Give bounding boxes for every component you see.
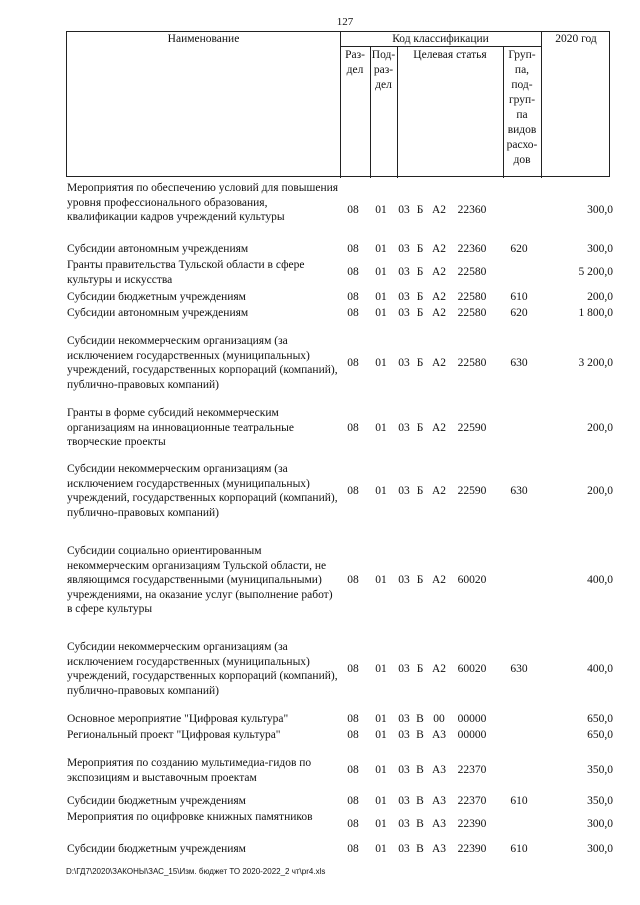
row-target-event: А3	[431, 729, 447, 741]
row-target-subprogram: Б	[416, 307, 424, 319]
row-subsection: 01	[375, 266, 387, 279]
row-target-event: А2	[431, 421, 447, 434]
row-name: Гранты в форме субсидий некоммерческим организациям на инновационные театральные творческие проекты	[67, 407, 294, 448]
row-expense-group: 630	[510, 662, 528, 675]
header-name: Наименование	[167, 33, 240, 45]
row-subsection: 01	[375, 243, 387, 255]
row-amount: 350,0	[587, 795, 613, 807]
row-target-event: А3	[431, 843, 447, 855]
row-target-program: 03	[398, 291, 410, 303]
row-target-event: А2	[431, 243, 447, 255]
row-amount: 400,0	[587, 662, 613, 675]
row-target-program: 03	[398, 662, 410, 675]
row-subsection: 01	[375, 291, 387, 303]
row-target-program: 03	[398, 484, 410, 497]
row-target-direction: 22580	[457, 266, 487, 279]
row-target-program: 03	[398, 843, 410, 855]
row-target-subprogram: В	[416, 729, 424, 741]
row-target-program: 03	[398, 203, 410, 216]
row-amount: 300,0	[587, 203, 613, 216]
row-expense-group: 630	[510, 356, 528, 369]
row-section: 08	[347, 484, 359, 497]
row-target-event: А2	[431, 266, 447, 279]
row-target-program: 03	[398, 764, 410, 777]
row-target-subprogram: В	[416, 764, 424, 777]
row-target-direction: 22370	[457, 795, 487, 807]
row-section: 08	[347, 421, 359, 434]
row-target-direction: 22390	[457, 843, 487, 855]
row-target-subprogram: Б	[416, 662, 424, 675]
row-target-event: 00	[433, 713, 445, 725]
row-target-direction: 22590	[457, 421, 487, 434]
row-amount: 200,0	[587, 291, 613, 303]
row-target-subprogram: Б	[416, 484, 424, 497]
row-subsection: 01	[375, 574, 387, 586]
row-name: Субсидии некоммерческим организациям (за исключением государственных (муниципальных) учреждений, государственных корпораций (компаний), публично-правовых компаний)	[67, 641, 338, 697]
row-target-direction: 00000	[457, 729, 487, 741]
row-amount: 5 200,0	[578, 266, 613, 279]
row-expense-group: 610	[510, 795, 528, 807]
row-expense-group: 630	[510, 484, 528, 497]
row-target-program: 03	[398, 729, 410, 741]
row-target-subprogram: Б	[416, 421, 424, 434]
row-target-event: А2	[431, 291, 447, 303]
row-subsection: 01	[375, 203, 387, 216]
row-target-subprogram: В	[416, 795, 424, 807]
row-amount: 300,0	[587, 243, 613, 255]
row-target-direction: 22580	[457, 356, 487, 369]
row-amount: 400,0	[587, 574, 613, 586]
row-amount: 300,0	[587, 818, 613, 831]
row-amount: 350,0	[587, 764, 613, 777]
header-group: Груп- па, под- груп- па видов расхо- дов	[506, 49, 538, 166]
row-subsection: 01	[375, 795, 387, 807]
row-expense-group: 620	[510, 243, 528, 255]
row-target-event: А2	[431, 574, 447, 586]
row-target-subprogram: В	[416, 713, 424, 725]
row-section: 08	[347, 356, 359, 369]
header-year: 2020 год	[555, 33, 597, 45]
header-section: Раз- дел	[345, 49, 365, 76]
row-expense-group: 610	[510, 291, 528, 303]
row-name: Мероприятия по обеспечению условий для повышения уровня профессионального образования, квалификации кадров учреждений культуры	[67, 182, 339, 223]
row-section: 08	[347, 729, 359, 741]
row-name: Субсидии автономным учреждениям	[67, 307, 249, 319]
row-target-program: 03	[398, 356, 410, 369]
row-name: Региональный проект "Цифровая культура"	[67, 729, 281, 741]
row-target-direction: 22390	[457, 818, 487, 831]
row-target-subprogram: Б	[416, 291, 424, 303]
row-target-direction: 60020	[457, 574, 487, 586]
row-target-subprogram: Б	[416, 266, 424, 279]
row-subsection: 01	[375, 764, 387, 777]
row-amount: 300,0	[587, 843, 613, 855]
row-section: 08	[347, 291, 359, 303]
row-expense-group: 620	[510, 307, 528, 319]
row-amount: 1 800,0	[578, 307, 613, 319]
header-subsection: Под- раз- дел	[371, 49, 396, 91]
row-target-event: А3	[431, 764, 447, 777]
file-path-footer: D:\ГД7\2020\ЗАКОНЫ\ЗАС_15\Изм. бюджет ТО 2020-2022_2 чт\pr4.xls	[66, 867, 326, 876]
row-target-subprogram: Б	[416, 243, 424, 255]
row-target-direction: 22370	[457, 764, 487, 777]
row-target-subprogram: В	[416, 843, 424, 855]
row-target-direction: 00000	[457, 713, 487, 725]
row-section: 08	[347, 764, 359, 777]
row-target-subprogram: В	[416, 818, 424, 831]
row-target-direction: 22360	[457, 203, 487, 216]
row-name: Субсидии автономным учреждениям	[67, 243, 249, 255]
row-target-direction: 22590	[457, 484, 487, 497]
row-target-event: А2	[431, 484, 447, 497]
row-target-direction: 22580	[457, 307, 487, 319]
header-classification: Код классификации	[392, 33, 489, 45]
row-section: 08	[347, 795, 359, 807]
row-subsection: 01	[375, 843, 387, 855]
row-subsection: 01	[375, 818, 387, 831]
row-name: Субсидии бюджетным учреждениям	[67, 843, 246, 855]
row-target-event: А2	[431, 203, 447, 216]
row-subsection: 01	[375, 484, 387, 497]
row-section: 08	[347, 307, 359, 319]
page-number: 127	[336, 16, 354, 28]
row-target-event: А3	[431, 795, 447, 807]
row-name: Гранты правительства Тульской области в сфере культуры и искусства	[67, 259, 305, 286]
row-target-direction: 22580	[457, 291, 487, 303]
row-amount: 3 200,0	[578, 356, 613, 369]
row-name: Субсидии социально ориентированным некоммерческим организациям Тульской области, не являющимся государственными (муниципальными) учреждениями, на оказание услуг (выполнение работ) в сфере культуры	[67, 545, 333, 615]
row-target-program: 03	[398, 421, 410, 434]
row-name: Субсидии некоммерческим организациям (за исключением государственных (муниципальных) учреждений, государственных корпораций (компаний), публично-правовых компаний)	[67, 463, 338, 519]
row-target-program: 03	[398, 266, 410, 279]
row-target-program: 03	[398, 713, 410, 725]
row-amount: 650,0	[587, 729, 613, 741]
row-target-event: А3	[431, 818, 447, 831]
row-section: 08	[347, 843, 359, 855]
row-target-subprogram: Б	[416, 356, 424, 369]
row-section: 08	[347, 203, 359, 216]
row-expense-group: 610	[510, 843, 528, 855]
row-target-program: 03	[398, 307, 410, 319]
row-target-direction: 22360	[457, 243, 487, 255]
row-target-subprogram: Б	[416, 203, 424, 216]
row-target-event: А2	[431, 356, 447, 369]
row-subsection: 01	[375, 421, 387, 434]
header-target: Целевая статья	[413, 49, 487, 61]
row-section: 08	[347, 243, 359, 255]
row-name: Мероприятия по оцифровке книжных памятников	[67, 811, 313, 823]
table-header	[66, 31, 610, 177]
row-section: 08	[347, 662, 359, 675]
row-name: Основное мероприятие "Цифровая культура"	[67, 713, 289, 725]
row-target-program: 03	[398, 243, 410, 255]
row-name: Мероприятия по созданию мультимедиа-гидов по экспозициям и выставочным проектам	[67, 757, 312, 784]
row-target-program: 03	[398, 818, 410, 831]
row-target-event: А2	[431, 662, 447, 675]
row-amount: 650,0	[587, 713, 613, 725]
row-name: Субсидии бюджетным учреждениям	[67, 795, 246, 807]
row-subsection: 01	[375, 729, 387, 741]
row-name: Субсидии некоммерческим организациям (за исключением государственных (муниципальных) учреждений, государственных корпораций (компаний), публично-правовых компаний)	[67, 335, 338, 391]
row-name: Субсидии бюджетным учреждениям	[67, 291, 246, 303]
row-target-event: А2	[431, 307, 447, 319]
row-section: 08	[347, 574, 359, 586]
row-amount: 200,0	[587, 421, 613, 434]
row-target-program: 03	[398, 795, 410, 807]
row-section: 08	[347, 713, 359, 725]
row-section: 08	[347, 818, 359, 831]
row-target-direction: 60020	[457, 662, 487, 675]
row-amount: 200,0	[587, 484, 613, 497]
row-target-program: 03	[398, 574, 410, 586]
row-target-subprogram: Б	[416, 574, 424, 586]
row-subsection: 01	[375, 713, 387, 725]
row-subsection: 01	[375, 356, 387, 369]
row-section: 08	[347, 266, 359, 279]
row-subsection: 01	[375, 307, 387, 319]
row-subsection: 01	[375, 662, 387, 675]
